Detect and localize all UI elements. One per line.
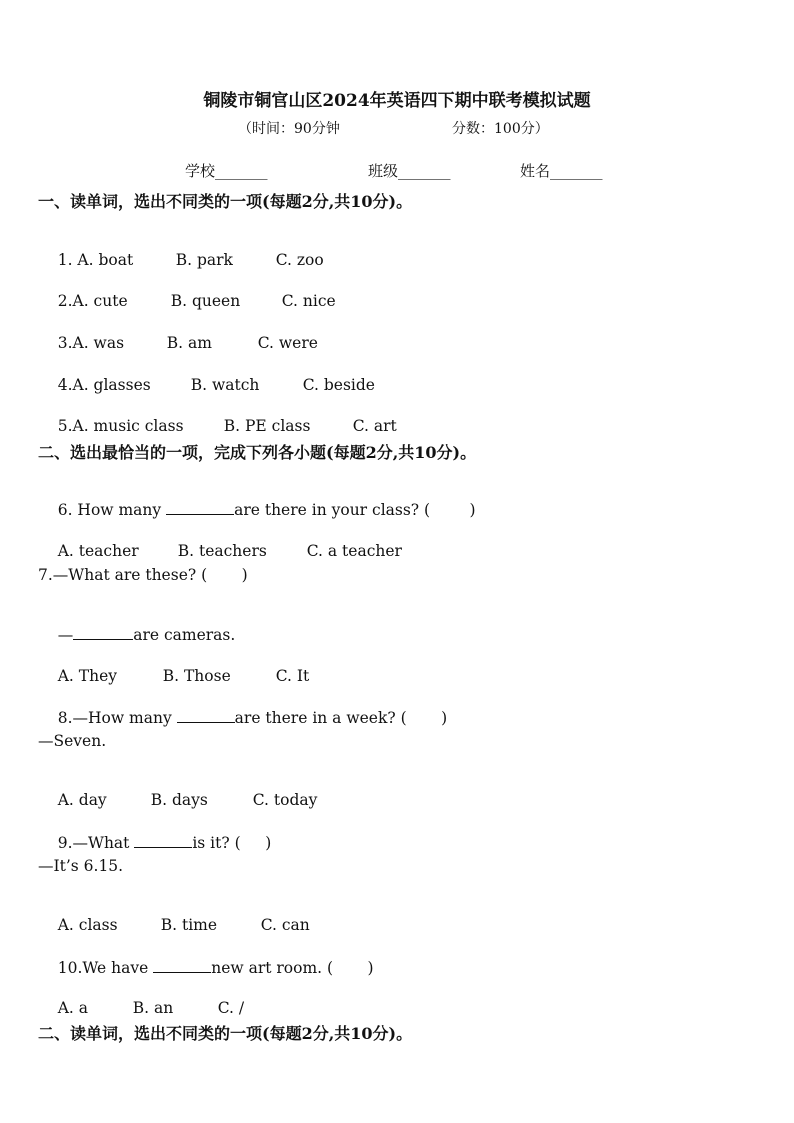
q10-option-c[interactable]: C. / <box>217 999 245 1017</box>
q1-option-c[interactable]: C. zoo <box>275 251 324 269</box>
q8-stem-start: 8.—How many <box>57 709 172 727</box>
q6-stem-end: are there in your class? ( ) <box>234 501 476 519</box>
q4-option-b[interactable]: B. watch <box>190 376 260 394</box>
name-field[interactable]: 姓名_______ <box>520 162 603 180</box>
q9-option-c[interactable]: C. can <box>260 916 310 934</box>
q1-option-a[interactable]: 1. A. boat <box>57 251 134 269</box>
exam-time: （时间：90分钟 <box>238 121 340 137</box>
q6-option-b[interactable]: B. teachers <box>177 542 267 560</box>
q9-option-b[interactable]: B. time <box>160 916 218 934</box>
q9-stem-end: is it? ( ) <box>192 834 272 852</box>
q3-option-a[interactable]: 3.A. was <box>57 334 125 352</box>
q9-stem-start: 9.—What <box>57 834 130 852</box>
q10-stem-end: new art room. ( ) <box>211 959 374 977</box>
q10-stem-start: 10.We have <box>57 959 149 977</box>
q6-option-a[interactable]: A. teacher <box>57 542 139 560</box>
q1-option-b[interactable]: B. park <box>175 251 233 269</box>
q10-blank[interactable] <box>153 958 211 973</box>
q8-blank[interactable] <box>177 708 235 723</box>
q4-option-c[interactable]: C. beside <box>302 376 375 394</box>
q6-stem-start: 6. How many <box>57 501 162 519</box>
q7-option-c[interactable]: C. It <box>275 667 310 685</box>
q6-blank[interactable] <box>166 500 234 515</box>
q7-dash: — <box>57 626 74 644</box>
q6-option-c[interactable]: C. a teacher <box>306 542 402 560</box>
q5-option-b[interactable]: B. PE class <box>223 417 311 435</box>
q4-option-a[interactable]: 4.A. glasses <box>57 376 151 394</box>
q7-option-b[interactable]: B. Those <box>162 667 231 685</box>
q9-blank[interactable] <box>134 833 192 848</box>
q7-option-a[interactable]: A. They <box>57 667 118 685</box>
q3-option-c[interactable]: C. were <box>257 334 318 352</box>
section-heading-2: 二、选出最恰当的一项，完成下列各小题(每题2分,共10分)。 <box>38 443 477 462</box>
q2-option-c[interactable]: C. nice <box>281 292 336 310</box>
question-7-stem: 7.—What are these? ( ) <box>38 566 248 584</box>
q7-answer-end: are cameras. <box>133 626 236 644</box>
q10-option-b[interactable]: B. an <box>132 999 174 1017</box>
q2-option-a[interactable]: 2.A. cute <box>57 292 128 310</box>
q5-option-c[interactable]: C. art <box>352 417 397 435</box>
q8-option-a[interactable]: A. day <box>57 791 107 809</box>
class-field[interactable]: 班级_______ <box>368 162 451 180</box>
school-field[interactable]: 学校_______ <box>185 162 268 180</box>
q7-blank[interactable] <box>73 625 133 640</box>
q8-option-b[interactable]: B. days <box>150 791 208 809</box>
question-8-answer: —Seven. <box>38 732 107 750</box>
section-heading-1: 一、读单词，选出不同类的一项(每题2分,共10分)。 <box>38 192 413 211</box>
exam-title: 铜陵市铜官山区2024年英语四下期中联考模拟试题 <box>203 91 591 111</box>
q8-option-c[interactable]: C. today <box>252 791 318 809</box>
q5-option-a[interactable]: 5.A. music class <box>57 417 184 435</box>
q10-option-a[interactable]: A. a <box>57 999 89 1017</box>
q8-stem-end: are there in a week? ( ) <box>234 709 448 727</box>
exam-score: 分数：100分） <box>452 121 549 137</box>
q9-option-a[interactable]: A. class <box>57 916 118 934</box>
q2-option-b[interactable]: B. queen <box>170 292 241 310</box>
question-9-answer: —It’s 6.15. <box>38 857 124 875</box>
section-heading-3: 二、读单词，选出不同类的一项(每题2分,共10分)。 <box>38 1024 413 1043</box>
q3-option-b[interactable]: B. am <box>166 334 212 352</box>
